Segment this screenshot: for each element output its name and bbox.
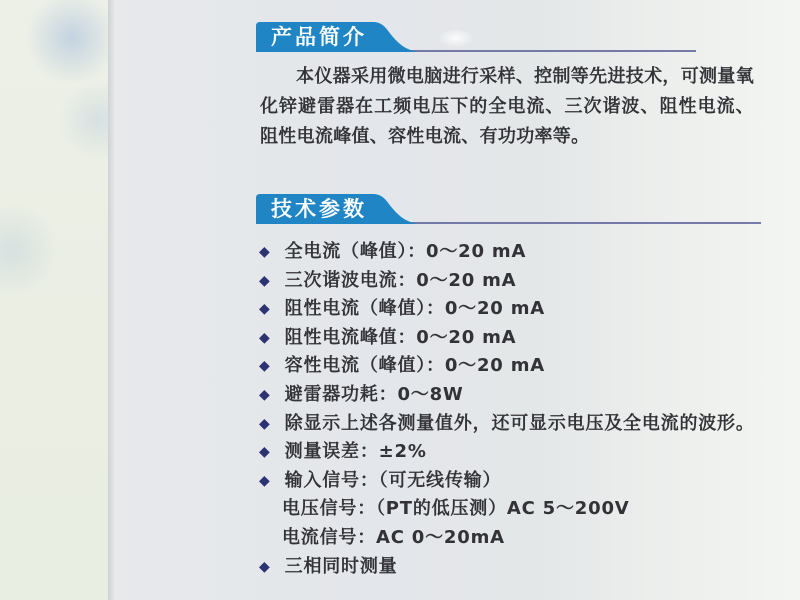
spec-text: 全电流（峰值）：0～20 mA [284, 241, 527, 262]
spec-text: 容性电流（峰值）：0～20 mA [284, 355, 545, 377]
list-item [259, 352, 789, 381]
brochure-page [108, 0, 800, 600]
spec-text: 阻性电流（峰值）：0～20 mA [284, 298, 545, 320]
section-title-tech: 技术参数 [271, 197, 367, 221]
list-item [259, 238, 789, 267]
spec-text: 电压信号：（PT的低压测）AC 5～200V [282, 498, 630, 520]
list-item [259, 324, 789, 353]
diamond-bullet-icon: ◆ [259, 358, 271, 375]
list-item [259, 410, 789, 439]
spec-text: 三次谐波电流：0～20 mA [284, 269, 517, 291]
diamond-bullet-icon: ◆ [259, 386, 271, 403]
list-item-sub [259, 524, 789, 553]
spec-text: 电流信号：AC 0～20mA [282, 526, 505, 548]
list-item [259, 295, 789, 324]
spec-text: 三相同时测量 [284, 555, 398, 577]
diamond-bullet-icon: ◆ [259, 444, 271, 461]
list-item-sub [259, 495, 789, 524]
section-banner-tech [256, 194, 761, 224]
spec-text: 除显示上述各测量值外，还可显示电压及全电流的波形。 [284, 412, 755, 434]
spec-text: 输入信号：（可无线传输） [284, 469, 502, 491]
list-item [259, 267, 789, 296]
spec-text: 避雷器功耗：0～8W [284, 383, 464, 405]
spec-text: 测量误差：±2% [284, 441, 427, 463]
spec-text: 阻性电流峰值：0～20 mA [284, 326, 517, 348]
diamond-bullet-icon: ◆ [259, 415, 271, 432]
section-title-intro: 产品简介 [271, 25, 367, 49]
list-item [259, 553, 789, 582]
diamond-bullet-icon: ◆ [259, 301, 271, 318]
list-item [259, 381, 789, 410]
diamond-bullet-icon: ◆ [259, 329, 271, 346]
list-item [259, 467, 789, 496]
diamond-bullet-icon: ◆ [259, 472, 271, 489]
diamond-bullet-icon: ◆ [259, 558, 271, 575]
spec-list [259, 238, 789, 581]
table-surface [0, 0, 112, 600]
section-banner-intro [256, 22, 696, 52]
diamond-bullet-icon: ◆ [259, 272, 271, 289]
diamond-bullet-icon: ◆ [259, 244, 271, 260]
list-item [259, 438, 789, 467]
intro-paragraph: 本仪器采用微电脑进行采样、控制等先进技术，可测量氧化锌避雷器在工频电压下的全电流、三次谐波、阻性电流、阻性电流峰值、容性电流、有功功率等。 [260, 66, 754, 147]
